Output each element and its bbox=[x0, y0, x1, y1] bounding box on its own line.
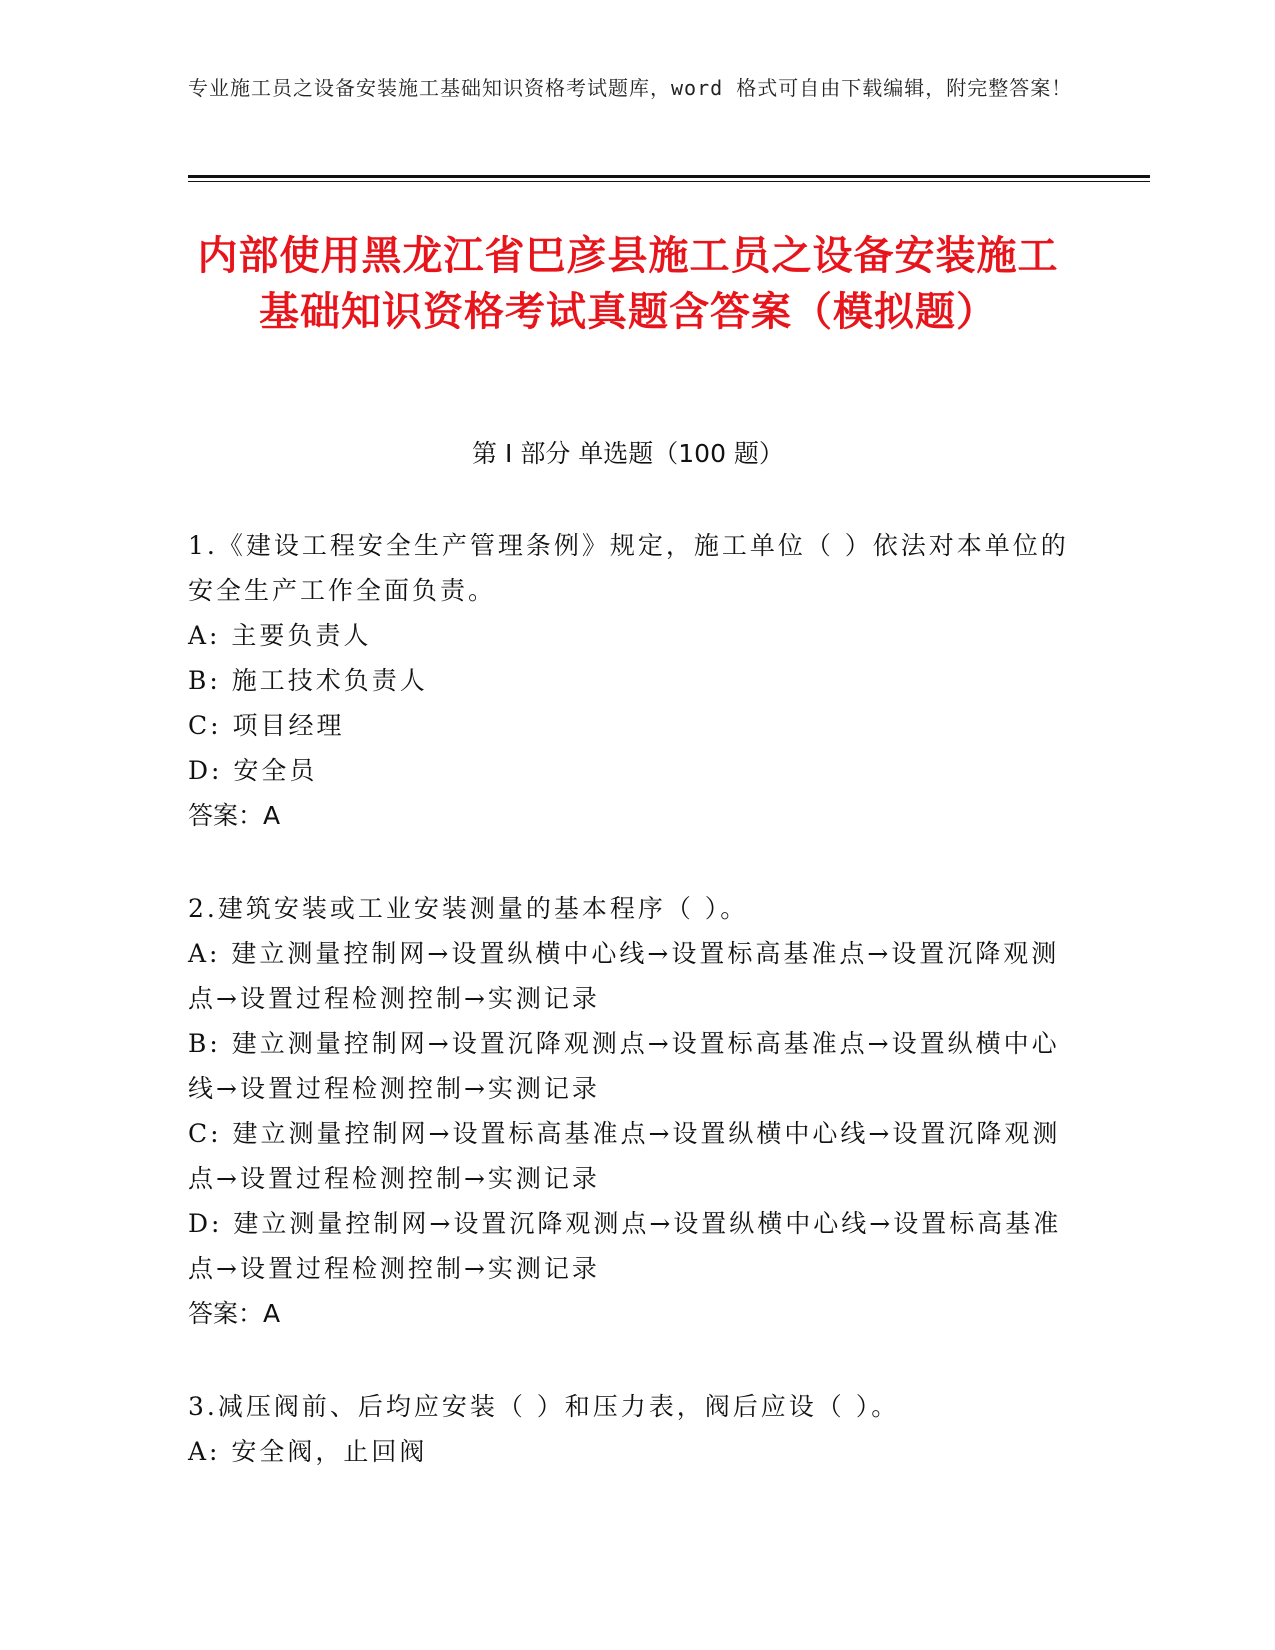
option-b: B: 建立测量控制网→设置沉降观测点→设置标高基准点→设置纵横中心线→设置过程检测控制→实测记录 bbox=[188, 1029, 1060, 1103]
question-stem: 2.建筑安装或工业安装测量的基本程序（ ）。 bbox=[188, 894, 749, 923]
option-a: A: 安全阀，止回阀 bbox=[188, 1437, 428, 1466]
question-2 bbox=[188, 886, 1078, 1336]
header-note: 专业施工员之设备安装施工基础知识资格考试题库，word 格式可自由下载编辑，附完整答案！ bbox=[188, 76, 1073, 100]
header-rule-thin bbox=[188, 181, 1150, 182]
question-stem: 1.《建设工程安全生产管理条例》规定，施工单位（ ）依法对本单位的安全生产工作全面负责。 bbox=[188, 531, 1069, 605]
question-3 bbox=[188, 1384, 1078, 1474]
question-stem: 3.减压阀前、后均应安装（ ）和压力表，阀后应设（ ）。 bbox=[188, 1392, 900, 1421]
section-title: 第 I 部分 单选题（100 题） bbox=[472, 439, 784, 468]
document-title: 内部使用黑龙江省巴彦县施工员之设备安装施工基础知识资格考试真题含答案（模拟题） bbox=[197, 233, 1059, 335]
answer-line: 答案：A bbox=[188, 801, 281, 830]
option-d: D: 安全员 bbox=[188, 756, 318, 785]
option-c: C: 建立测量控制网→设置标高基准点→设置纵横中心线→设置沉降观测点→设置过程检测控制→实测记录 bbox=[188, 1119, 1061, 1193]
answer-line: 答案：A bbox=[188, 1299, 281, 1328]
option-a: A: 主要负责人 bbox=[188, 621, 372, 650]
option-c: C: 项目经理 bbox=[188, 711, 345, 740]
option-b: B: 施工技术负责人 bbox=[188, 666, 428, 695]
option-a: A: 建立测量控制网→设置纵横中心线→设置标高基准点→设置沉降观测点→设置过程检测控制→实测记录 bbox=[188, 939, 1060, 1013]
question-list bbox=[188, 523, 1078, 1522]
question-1 bbox=[188, 523, 1078, 838]
option-d: D: 建立测量控制网→设置沉降观测点→设置纵横中心线→设置标高基准点→设置过程检测控制→实测记录 bbox=[188, 1209, 1062, 1283]
header-rule-thick bbox=[188, 175, 1150, 178]
